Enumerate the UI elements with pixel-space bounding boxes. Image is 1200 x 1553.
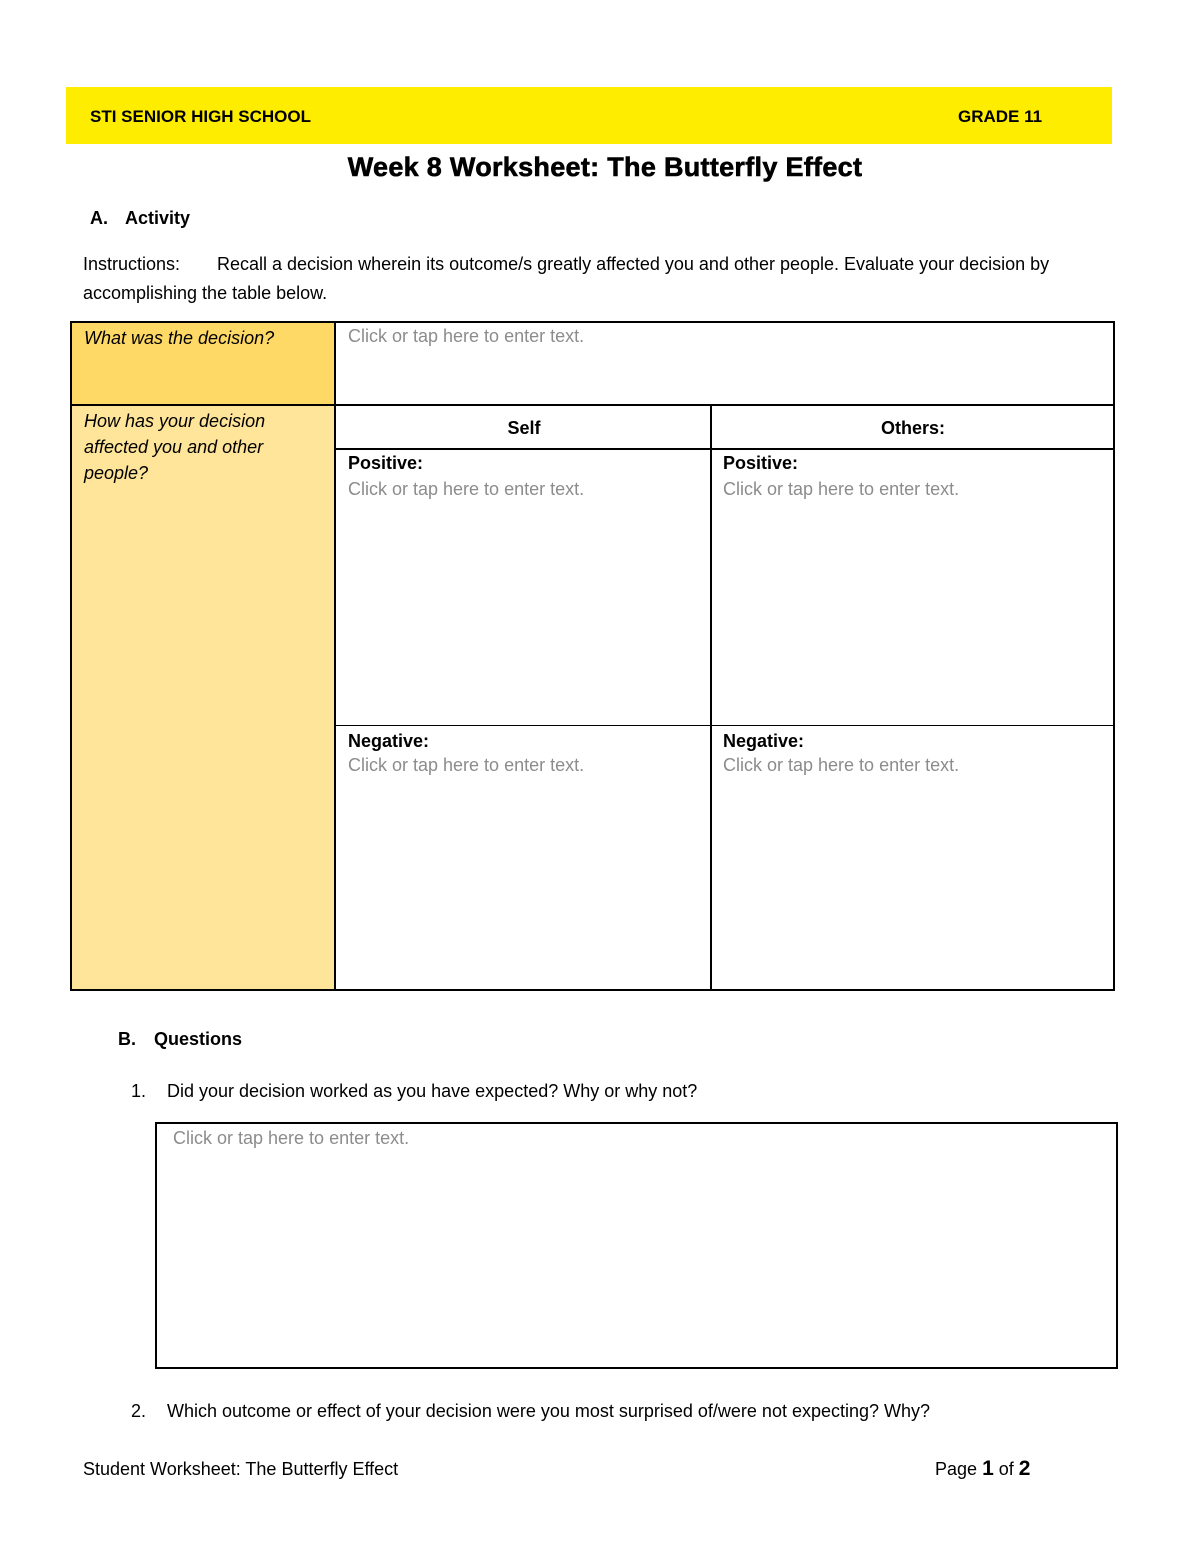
col-others-header: Others:	[880, 418, 945, 438]
self-positive-cell	[348, 453, 584, 500]
others-negative-cell	[723, 731, 959, 776]
decision-label: What was the decision?	[84, 328, 275, 348]
self-positive-label: Positive:	[348, 453, 424, 473]
header-band	[66, 87, 1112, 144]
instructions-label: Instructions:	[83, 254, 181, 274]
section-b-title: Questions	[154, 1029, 243, 1049]
self-negative-input[interactable]: Click or tap here to enter text.	[348, 755, 585, 775]
others-positive-cell	[723, 453, 959, 500]
effects-label: How has your decision affected you and other people?	[84, 411, 266, 483]
question-1-answer-box[interactable]	[155, 1122, 1118, 1369]
page-total: 2	[1018, 1457, 1031, 1480]
table-border-left	[70, 321, 72, 991]
instructions	[83, 250, 1143, 308]
others-positive-input[interactable]: Click or tap here to enter text.	[723, 479, 960, 499]
page-word: Page	[935, 1459, 978, 1479]
school-name: STI SENIOR HIGH SCHOOL	[90, 107, 312, 126]
col-self-header: Self	[507, 418, 541, 438]
footer-title: Student Worksheet: The Butterfly Effect	[83, 1459, 399, 1479]
question-1	[131, 1081, 697, 1102]
question-2-text: Which outcome or effect of your decision were you most surprised of/were not expecting? Why?	[167, 1401, 931, 1421]
worksheet-title: Week 8 Worksheet: The Butterfly Effect	[347, 152, 863, 182]
question-1-answer-input[interactable]: Click or tap here to enter text.	[173, 1128, 410, 1148]
page-current: 1	[982, 1457, 994, 1480]
effects-label-cell	[72, 406, 336, 990]
question-2-number: 2.	[131, 1401, 147, 1421]
table-divider-self-others	[710, 404, 712, 991]
decision-input[interactable]: Click or tap here to enter text.	[348, 326, 585, 346]
section-b-heading	[118, 1029, 242, 1050]
table-divider-label	[334, 321, 336, 991]
table-divider-positive-negative	[336, 725, 1115, 726]
table-border-right	[1113, 321, 1115, 991]
self-negative-label: Negative:	[348, 731, 430, 751]
self-negative-cell	[348, 731, 584, 776]
question-2	[131, 1401, 930, 1422]
question-1-number: 1.	[131, 1081, 147, 1101]
section-b-letter: B.	[118, 1029, 136, 1049]
question-1-text: Did your decision worked as you have expected? Why or why not?	[167, 1081, 698, 1101]
decision-label-cell	[72, 322, 336, 406]
others-negative-input[interactable]: Click or tap here to enter text.	[723, 755, 960, 775]
section-a-heading	[90, 208, 190, 229]
table-border-bottom	[70, 989, 1115, 991]
page-number	[935, 1457, 1030, 1481]
table-divider-row1	[70, 404, 1115, 406]
instructions-text: Recall a decision wherein its outcome/s greatly affected you and other people. Evaluate your decision by accomplishing the table below.	[83, 254, 1050, 303]
others-positive-label: Positive:	[723, 453, 799, 473]
grade-level: GRADE 11	[958, 107, 1043, 126]
table-border-top	[70, 321, 1115, 323]
section-a-title: Activity	[125, 208, 191, 228]
of-word: of	[998, 1459, 1014, 1479]
self-positive-input[interactable]: Click or tap here to enter text.	[348, 479, 585, 499]
others-negative-label: Negative:	[723, 731, 805, 751]
section-a-letter: A.	[90, 208, 108, 228]
table-divider-header	[336, 448, 1115, 450]
